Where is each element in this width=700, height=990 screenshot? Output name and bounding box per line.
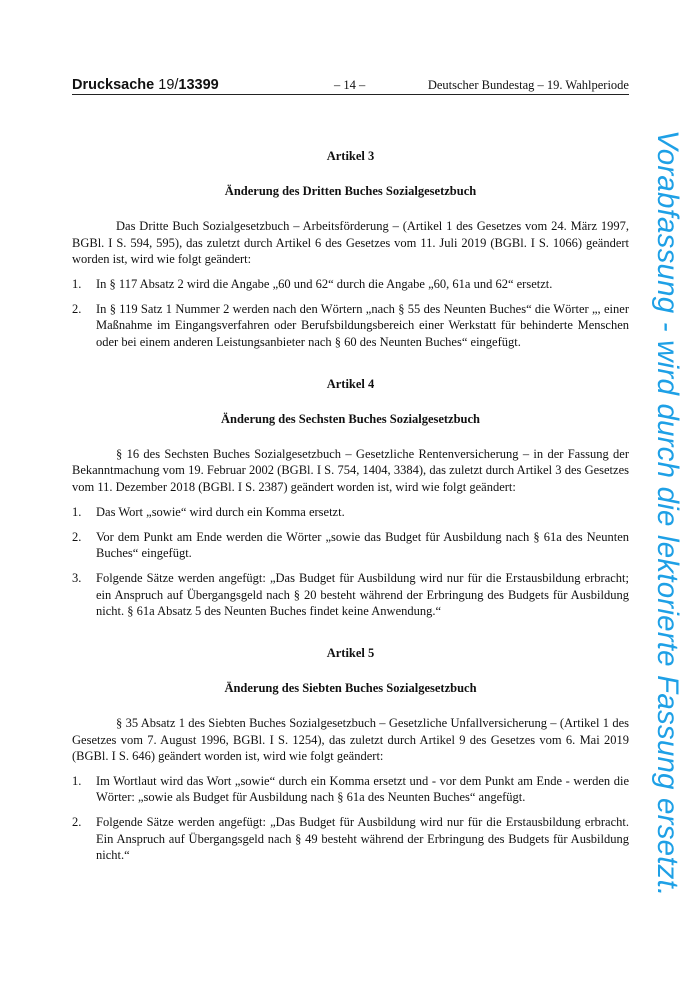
- list-item: [72, 814, 629, 863]
- item-number: 1.: [72, 504, 82, 519]
- article-5: [72, 645, 629, 863]
- doc-number-value: 13399: [178, 77, 219, 93]
- article-intro: § 16 des Sechsten Buches Sozialgesetzbuch – Gesetzliche Rentenversicherung – in der Fassung der Bekanntmachung vom 19. Februar 2002 (BGBl. I S. 754, 1404, 3384), das zuletzt durch Artikel 3 des Gesetzes vom 11. Dezember 2018 (BGBl. I S. 2387) geändert worden ist, wird wie folgt geändert:: [72, 447, 629, 494]
- list-item: [72, 301, 629, 350]
- article-4: [72, 376, 629, 619]
- list-item: [72, 773, 629, 805]
- item-number: 2.: [72, 530, 82, 545]
- article-intro: Das Dritte Buch Sozialgesetzbuch – Arbeitsförderung – (Artikel 1 des Gesetzes vom 24. März 1997, BGBl. I S. 594, 595), das zuletzt durch Artikel 6 des Gesetzes vom 11. Juli 2019 (BGBl. I S. 1066) geändert worden ist, wird wie folgt geändert:: [72, 219, 629, 266]
- article-3: [72, 148, 629, 350]
- item-text: Folgende Sätze werden angefügt: „Das Budget für Ausbildung wird nur für die Erstausbildung erbracht; ein Anspruch auf Übergangsgeld nach § 20 besteht während der Erbringung des Budgets für Ausbildung nicht. § 61a Absatz 5 des Neunten Buches findet keine Anwendung.“: [96, 571, 629, 618]
- article-subtitle: Änderung des Siebten Buches Sozialgesetzbuch: [224, 681, 477, 696]
- article-title: Artikel 4: [326, 376, 375, 391]
- article-title: Artikel 5: [326, 646, 375, 661]
- item-number: 2.: [72, 815, 82, 830]
- item-number: 2.: [72, 302, 82, 317]
- document-body: [72, 148, 629, 889]
- doc-number-prefix: 19/: [158, 77, 179, 93]
- item-text: Vor dem Punkt am Ende werden die Wörter „sowie das Budget für Ausbildung nach § 61a des Neunten Buches“ eingefügt.: [96, 530, 629, 561]
- article-intro: § 35 Absatz 1 des Siebten Buches Sozialgesetzbuch – Gesetzliche Unfallversicherung – (Artikel 1 des Gesetzes vom 7. August 1996, BGBl. I S. 1254), das zuletzt durch Artikel 9 des Gesetzes vom 6. Mai 2019 (BGBl. I S. 646) geändert worden ist, wird wie folgt geändert:: [72, 716, 629, 763]
- page-header: [72, 77, 629, 95]
- page-number: – 14 –: [334, 78, 366, 92]
- list-item: [72, 529, 629, 561]
- article-subtitle: Änderung des Sechsten Buches Sozialgesetzbuch: [220, 412, 481, 427]
- list-item: [72, 504, 629, 520]
- draft-watermark: Vorabfassung - wird durch die lektorierte Fassung ersetzt.: [651, 130, 684, 897]
- article-subtitle: Änderung des Dritten Buches Sozialgesetzbuch: [224, 184, 477, 199]
- item-text: Das Wort „sowie“ wird durch ein Komma ersetzt.: [96, 504, 345, 519]
- doc-type-label: Drucksache: [72, 77, 155, 93]
- item-text: In § 117 Absatz 2 wird die Angabe „60 und 62“ durch die Angabe „60, 61a und 62“ ersetzt.: [96, 277, 553, 292]
- item-number: 1.: [72, 277, 82, 292]
- item-number: 3.: [72, 571, 82, 586]
- institution-label: Deutscher Bundestag – 19. Wahlperiode: [427, 78, 629, 92]
- item-text: Folgende Sätze werden angefügt: „Das Budget für Ausbildung wird nur für die Erstausbildung erbracht. Ein Anspruch auf Übergangsgeld nach § 49 besteht während der Erbringung des Budgets für Ausbildung nicht.“: [96, 815, 629, 862]
- item-number: 1.: [72, 774, 82, 789]
- list-item: [72, 276, 629, 292]
- list-item: [72, 570, 629, 619]
- item-text: In § 119 Satz 1 Nummer 2 werden nach den Wörtern „nach § 55 des Neunten Buches“ die Wörter „, einer Maßnahme im Eingangsverfahren oder Berufsbildungsbereich einer Werkstatt für behinderte Menschen oder bei einem anderen Leistungsanbieter nach § 60 des Neunten Buches“ eingefügt.: [96, 302, 629, 349]
- document-number: [72, 77, 219, 93]
- article-title: Artikel 3: [326, 149, 375, 163]
- item-text: Im Wortlaut wird das Wort „sowie“ durch ein Komma ersetzt und - vor dem Punkt am Ende - werden die Wörter: „sowie als Budget für Ausbildung nach § 61a des Neunten Buches“ angefügt.: [96, 774, 629, 805]
